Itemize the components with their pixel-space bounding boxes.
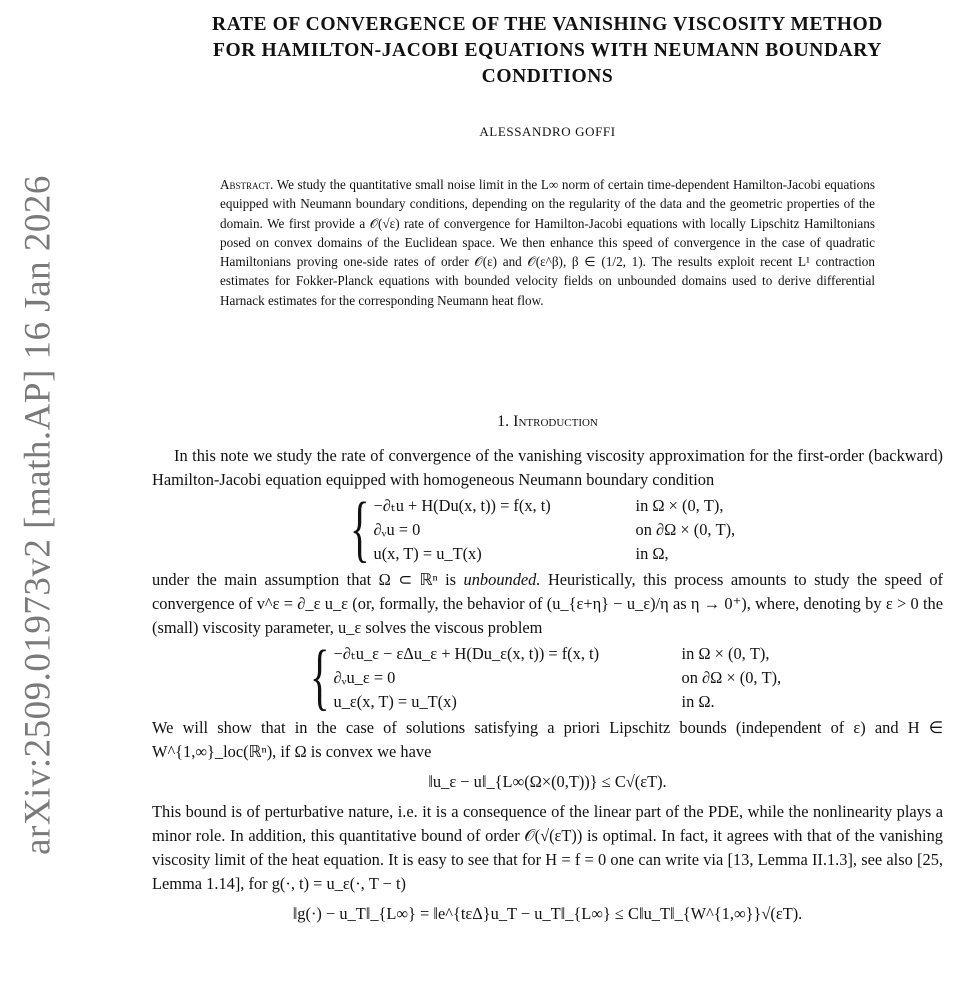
paragraph: We will show that in the case of solutions satisfying a priori Lipschitz bounds (independent of ε) and H ∈ W^{1,∞}_loc(ℝⁿ), if Ω is convex we have bbox=[152, 718, 943, 761]
title-line: CONDITIONS bbox=[481, 66, 614, 87]
equation: u(x, T) = u_T(x) bbox=[373, 544, 482, 563]
emphasis: unbounded. bbox=[463, 570, 541, 589]
equation: −∂ₜu_ε − εΔu_ε + H(Du_ε(x, t)) = f(x, t) bbox=[333, 644, 600, 663]
abstract-text: We study the quantitative small noise limit in the L∞ norm of certain time-dependent Hamilton-Jacobi equations equipped with Neumann boundary conditions, depending on the regularity of the data and the geometric properties of the domain. We first provide a 𝒪(√ε) rate of convergence for Hamilton-Jacobi equations with locally Lipschitz Hamiltonians posed on convex domains of the Euclidean space. We then enhance this speed of convergence in the case of quadratic Hamiltonians proving one-side rates of order 𝒪(ε) and 𝒪(ε^β), β ∈ (1/2, 1). The results exploit recent L¹ contraction estimates for Fokker-Planck equations with bounded velocity fields on unbounded domains used to derive differential Harnack estimates for the corresponding Neumann heat flow. bbox=[220, 177, 875, 308]
text-run: under the main assumption that Ω ⊂ ℝⁿ is bbox=[152, 570, 457, 589]
display-equation: ‖g(·) − u_T‖_{L∞} = ‖e^{tεΔ}u_T − u_T‖_{L∞} ≤ C‖u_T‖_{W^{1,∞}}√(εT). bbox=[292, 904, 803, 923]
abstract bbox=[220, 175, 875, 310]
equation-condition: in Ω, bbox=[635, 544, 669, 563]
title-line: FOR HAMILTON-JACOBI EQUATIONS WITH NEUMANN BOUNDARY bbox=[213, 40, 882, 61]
paragraph: This bound is of perturbative nature, i.e. it is a consequence of the linear part of the PDE, while the nonlinearity plays a minor role. In addition, this quantitative bound of order 𝒪(√(εT)) is optimal. In fact, it agrees with that of the vanishing viscosity limit of the heat equation. It is easy to see that for H = f = 0 one can write via [13, Lemma II.1.3], see also [25, Lemma 1.14], for g(·, t) = u_ε(·, T − t) bbox=[152, 802, 943, 893]
title-line: RATE OF CONVERGENCE OF THE VANISHING VISCOSITY METHOD bbox=[212, 14, 883, 35]
equation-condition: on ∂Ω × (0, T), bbox=[635, 520, 736, 539]
equation-system bbox=[342, 488, 943, 570]
arxiv-sidebar bbox=[0, 0, 70, 1000]
paper-title bbox=[150, 12, 945, 90]
brace: { bbox=[349, 488, 370, 570]
body-text bbox=[152, 444, 943, 932]
equation: ∂ᵥu = 0 bbox=[373, 520, 421, 539]
author-name: ALESSANDRO GOFFI bbox=[479, 124, 616, 139]
section-number: 1. bbox=[497, 413, 510, 430]
display-equation: ‖u_ε − u‖_{L∞(Ω×(0,T))} ≤ C√(εT). bbox=[428, 772, 667, 791]
abstract-label: Abstract. bbox=[220, 177, 274, 192]
equation-condition: in Ω. bbox=[681, 692, 715, 711]
equation: ∂ᵥu_ε = 0 bbox=[333, 668, 396, 687]
equation-condition: on ∂Ω × (0, T), bbox=[681, 668, 782, 687]
arxiv-identifier: arXiv:2509.01973v2 [math.AP] 16 Jan 2026 bbox=[17, 175, 59, 855]
equation: −∂ₜu + H(Du(x, t)) = f(x, t) bbox=[373, 496, 551, 515]
text-run: Heuristically, this process amounts to study the speed of convergence of v^ε = ∂_ε u_ε (or, formally, the behavior of (u_{ε+η} − u_ε)/η as η → 0⁺), where, denoting by ε > 0 the (small) viscosity parameter, u_ε solves the viscous problem bbox=[152, 570, 943, 637]
brace: { bbox=[309, 636, 330, 718]
equation: u_ε(x, T) = u_T(x) bbox=[333, 692, 457, 711]
paragraph bbox=[152, 568, 943, 640]
equation-system bbox=[302, 636, 943, 718]
equation-condition: in Ω × (0, T), bbox=[681, 644, 770, 663]
equation-condition: in Ω × (0, T), bbox=[635, 496, 724, 515]
section-heading bbox=[150, 413, 945, 431]
section-title: Introduction bbox=[513, 413, 598, 430]
paragraph: In this note we study the rate of convergence of the vanishing viscosity approximation for the first-order (backward) Hamilton-Jacobi equation equipped with homogeneous Neumann boundary condition bbox=[152, 446, 943, 489]
